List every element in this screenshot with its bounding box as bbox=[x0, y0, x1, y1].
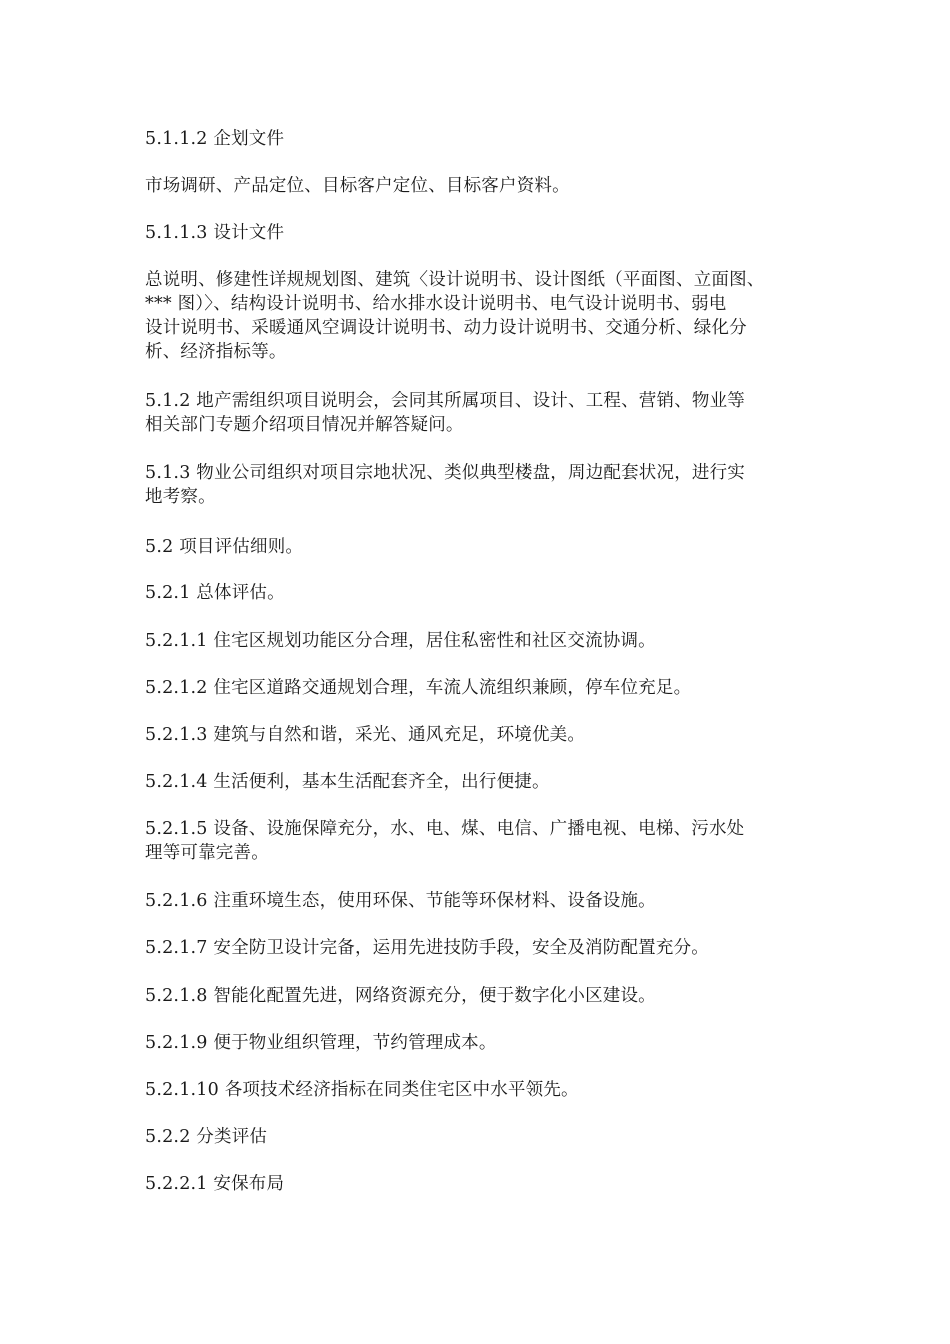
text-line: 相关部门专题介绍项目情况并解答疑问。 bbox=[145, 415, 464, 435]
item-5-2-1-9 bbox=[145, 1031, 805, 1055]
text-line: 总说明、修建性详规规划图、建筑〈设计说明书、设计图纸（平面图、立面图、 bbox=[145, 270, 765, 290]
text-line: 设计说明书、采暖通风空调设计说明书、动力设计说明书、交通分析、绿化分 bbox=[145, 318, 747, 338]
item-5-2-1-7 bbox=[145, 936, 805, 960]
text-line: 5.2.1.7 安全防卫设计完备，运用先进技防手段，安全及消防配置充分。 bbox=[145, 938, 709, 958]
text-line: 5.2.1.5 设备、设施保障充分，水、电、煤、电信、广播电视、电梯、污水处 bbox=[145, 819, 745, 839]
item-5-2-1-8 bbox=[145, 984, 805, 1008]
text-line: 5.2.1.6 注重环境生态，使用环保、节能等环保材料、设备设施。 bbox=[145, 891, 656, 911]
item-5-2-1-6 bbox=[145, 889, 805, 913]
text-line: 5.2.1.1 住宅区规划功能区分合理，居住私密性和社区交流协调。 bbox=[145, 631, 656, 651]
text-line: 5.2.1.4 生活便利，基本生活配套齐全，出行便捷。 bbox=[145, 772, 550, 792]
paragraph-planning-docs bbox=[145, 174, 805, 198]
heading-5-2-2-1 bbox=[145, 1172, 805, 1196]
heading-5-2-1 bbox=[145, 581, 805, 605]
text-line: 5.1.1.3 设计文件 bbox=[145, 223, 285, 243]
paragraph-design-docs bbox=[145, 268, 805, 364]
heading-5-1-1-2 bbox=[145, 127, 805, 151]
heading-5-2-2 bbox=[145, 1125, 805, 1149]
text-line: 地考察。 bbox=[145, 487, 216, 507]
text-line: 5.2.1.9 便于物业组织管理，节约管理成本。 bbox=[145, 1033, 497, 1053]
text-line: 5.2.1.3 建筑与自然和谐，采光、通风充足，环境优美。 bbox=[145, 725, 586, 745]
paragraph-5-1-3 bbox=[145, 461, 805, 509]
item-5-2-1-10 bbox=[145, 1078, 805, 1102]
heading-5-2 bbox=[145, 535, 805, 559]
text-line: 5.2.1.10 各项技术经济指标在同类住宅区中水平领先。 bbox=[145, 1080, 579, 1100]
text-line: 5.2.1 总体评估。 bbox=[145, 583, 285, 603]
text-line: 5.1.3 物业公司组织对项目宗地状况、类似典型楼盘，周边配套状况，进行实 bbox=[145, 463, 745, 483]
text-line: 析、经济指标等。 bbox=[145, 342, 287, 362]
text-line: 理等可靠完善。 bbox=[145, 843, 269, 863]
text-line: 5.2.1.2 住宅区道路交通规划合理，车流人流组织兼顾，停车位充足。 bbox=[145, 678, 692, 698]
item-5-2-1-3 bbox=[145, 723, 805, 747]
item-5-2-1-4 bbox=[145, 770, 805, 794]
item-5-2-1-5 bbox=[145, 817, 805, 865]
text-line: 市场调研、产品定位、目标客户定位、目标客户资料。 bbox=[145, 176, 570, 196]
text-line: *** 图）〉、结构设计说明书、给水排水设计说明书、电气设计说明书、弱电 bbox=[145, 294, 727, 314]
text-line: 5.2.1.8 智能化配置先进，网络资源充分，便于数字化小区建设。 bbox=[145, 986, 656, 1006]
text-line: 5.2.2 分类评估 bbox=[145, 1127, 268, 1147]
text-line: 5.2.2.1 安保布局 bbox=[145, 1174, 285, 1194]
item-5-2-1-1 bbox=[145, 629, 805, 653]
paragraph-5-1-2 bbox=[145, 389, 805, 437]
text-line: 5.1.1.2 企划文件 bbox=[145, 129, 285, 149]
heading-5-1-1-3 bbox=[145, 221, 805, 245]
text-line: 5.2 项目评估细则。 bbox=[145, 537, 304, 557]
item-5-2-1-2 bbox=[145, 676, 805, 700]
text-line: 5.1.2 地产需组织项目说明会，会同其所属项目、设计、工程、营销、物业等 bbox=[145, 391, 745, 411]
